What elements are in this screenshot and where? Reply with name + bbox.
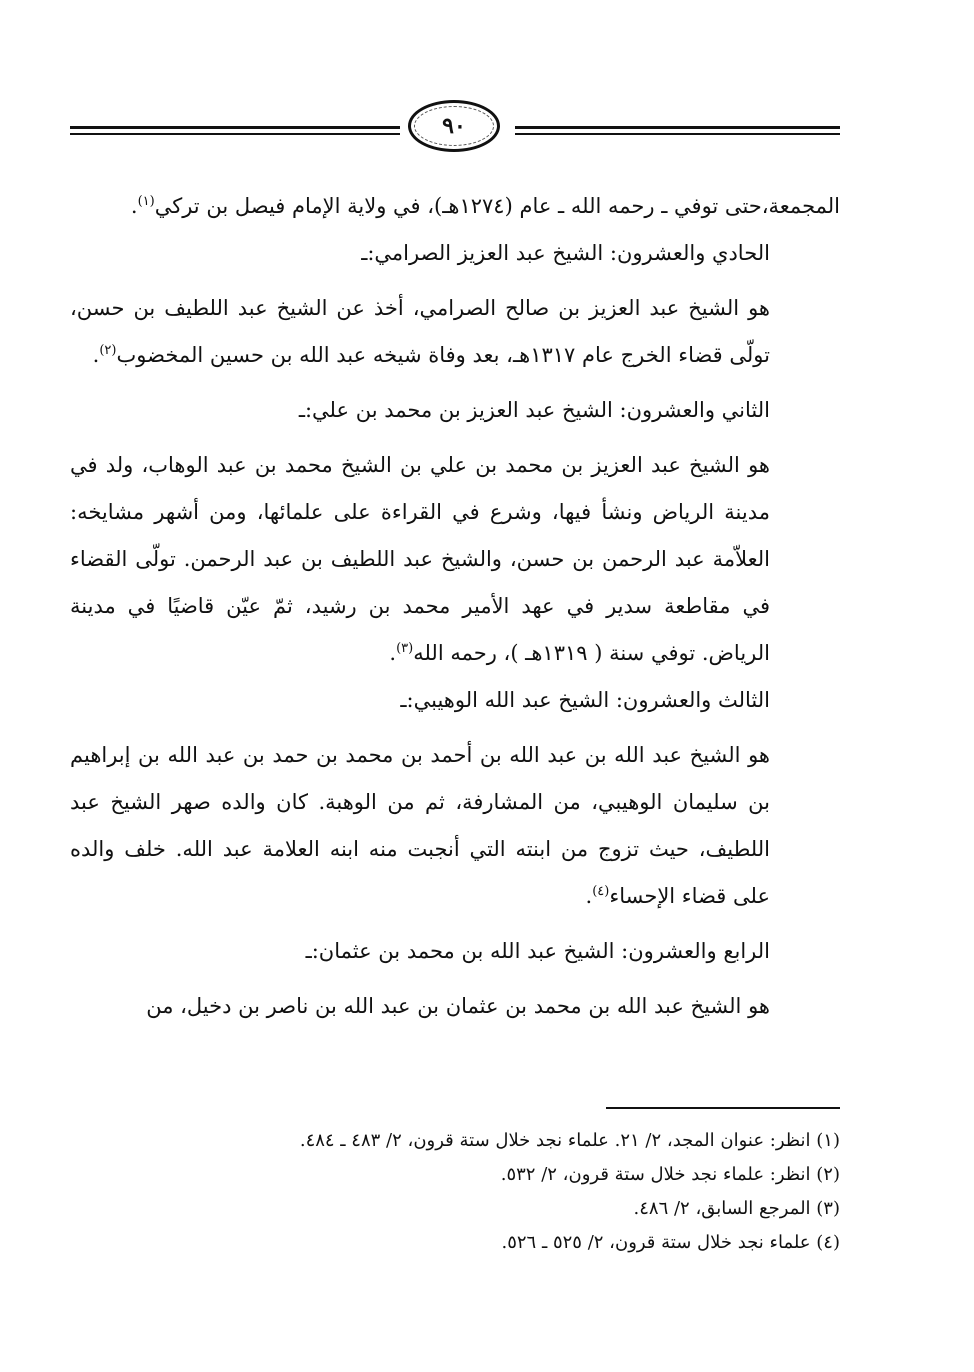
section-heading: الثاني والعشرون: الشيخ عبد العزيز بن محمد بن علي:ـ [298,398,770,422]
footnote-ref: (١) [137,194,155,209]
paragraph: المجمعة،حتى توفي ـ رحمه الله ـ عام (١٢٧٤هـ)، في ولاية الإمام فيصل بن تركي$^{(١)}$. [130,194,840,218]
footnotes [70,1124,840,1260]
footnote: (٤) علماء نجد خلال ستة قرون، ٢/ ٥٢٥ ـ ٥٢٦. [501,1232,840,1253]
footnote-separator [606,1107,840,1109]
footnote-ref: (٢) [99,343,117,358]
paragraph: هو الشيخ عبد الله بن محمد بن عثمان بن عبد الله بن ناصر بن دخيل، من [146,994,770,1018]
header-rule-left [70,126,400,136]
paragraph: هو الشيخ عبد العزيز بن محمد بن علي بن الشيخ محمد بن عبد الوهاب، ولد في مدينة الرياض ونشأ فيها، وشرع في القراءة على علمائها، ومن أشهر مشايخه: العلاّمة عبد الرحمن بن حسن، والشيخ عبد اللطيف بن عبد الرحمن. تولّى القضاء في مقاطعة سدير في عهد الأمير محمد بن رشيد، ثمّ عيّن قاضيًا في مدينة الرياض. توفي سنة ( ١٣١٩هـ )، رحمه الله$^{(٣)}$. [70,453,770,665]
section-heading: الثالث والعشرون: الشيخ عبد الله الوهيبي:ـ [400,688,770,712]
page-header [70,100,840,160]
header-rule-right [515,126,840,136]
footnote-ref: (٣) [396,641,414,656]
footnote: (٢) انظر: علماء نجد خلال ستة قرون، ٢/ ٥٣٢. [500,1164,840,1185]
footnote-ref: (٤) [592,884,610,899]
paragraph: هو الشيخ عبد العزيز بن صالح الصرامي، أخذ عن الشيخ عبد اللطيف بن حسن، تولّى قضاء الخرج عام ١٣١٧هـ، بعد وفاة شيخه عبد الله بن حسين المخضوب$^{(٢)}$. [70,296,770,367]
section-heading: الحادي والعشرون: الشيخ عبد العزيز الصرامي:ـ [361,241,770,265]
page-number: ٩٠ [408,100,500,152]
body-text [70,183,840,1030]
footnote: (١) انظر: عنوان المجد، ٢/ ٢١. علماء نجد خلال ستة قرون، ٢/ ٤٨٣ ـ ٤٨٤. [299,1130,840,1151]
paragraph: هو الشيخ عبد الله بن عبد الله بن أحمد بن محمد بن حمد بن عبد الله بن إبراهيم بن سليمان الوهيبي، من المشارفة، ثم من الوهبة. كان والده صهر الشيخ عبد اللطيف، حيث تزوج من ابنته التي أنجبت منه ابنه العلامة عبد الله. خلف والده على قضاء الإحساء$^{(٤)}$. [70,743,770,908]
section-heading: الرابع والعشرون: الشيخ عبد الله بن محمد بن عثمان:ـ [305,939,770,963]
footnote: (٣) المرجع السابق، ٢/ ٤٨٦. [633,1198,840,1219]
